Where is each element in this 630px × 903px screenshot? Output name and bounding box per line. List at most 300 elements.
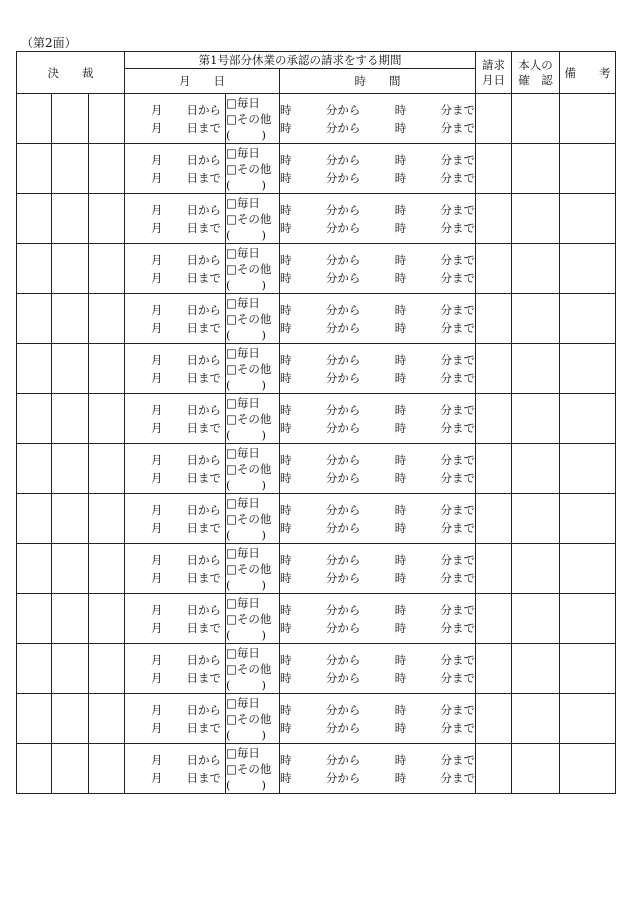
decision-cell-1[interactable] — [17, 244, 52, 294]
decision-cell-3[interactable] — [89, 644, 125, 694]
every-day-checkbox[interactable]: □毎日 — [226, 195, 260, 210]
day-to-label: 日まで — [186, 670, 222, 685]
date-range-cell[interactable] — [125, 144, 226, 194]
min-to-label: 分まで — [440, 352, 476, 367]
time-range-cell[interactable] — [280, 544, 476, 594]
month-label: 月 — [151, 520, 163, 535]
decision-cell-3[interactable] — [89, 444, 125, 494]
month-day-header: 月 日 — [125, 69, 280, 94]
request-date-cell[interactable] — [476, 344, 512, 394]
request-date-cell[interactable] — [476, 694, 512, 744]
month-label: 月 — [151, 670, 163, 685]
time-range-cell[interactable] — [280, 144, 476, 194]
hour-label: 時 — [280, 620, 292, 635]
hour-label: 時 — [280, 302, 292, 317]
min-to-label: 分まで — [440, 120, 476, 135]
decision-cell-1[interactable] — [17, 594, 52, 644]
every-day-checkbox[interactable]: □毎日 — [226, 595, 260, 610]
decision-header: 決 裁 — [17, 52, 125, 94]
date-range-cell[interactable] — [125, 444, 226, 494]
every-day-checkbox[interactable]: □毎日 — [226, 345, 260, 360]
day-to-label: 日まで — [186, 570, 222, 585]
hour-label: 時 — [394, 252, 407, 267]
decision-cell-3[interactable] — [89, 744, 125, 794]
min-to-label: 分まで — [440, 252, 476, 267]
paren-open: ( — [226, 127, 231, 142]
request-date-cell[interactable] — [476, 544, 512, 594]
hour-label: 時 — [394, 220, 407, 235]
month-label: 月 — [151, 352, 163, 367]
paren-open: ( — [226, 427, 231, 442]
every-day-checkbox[interactable]: □毎日 — [226, 395, 260, 410]
every-day-checkbox[interactable]: □毎日 — [226, 445, 260, 460]
hour-label: 時 — [280, 602, 292, 617]
hour-label: 時 — [280, 120, 292, 135]
days-cell — [226, 494, 280, 544]
other-checkbox[interactable]: □その他 — [226, 161, 272, 176]
time-header: 時 間 — [280, 69, 476, 94]
min-from-label: 分から — [325, 652, 361, 667]
decision-cell-2[interactable] — [52, 694, 89, 744]
days-cell — [226, 744, 280, 794]
every-day-checkbox[interactable]: □毎日 — [226, 745, 260, 760]
request-date-cell[interactable] — [476, 644, 512, 694]
confirm-cell[interactable] — [512, 244, 560, 294]
min-from-label: 分から — [325, 252, 361, 267]
decision-cell-2[interactable] — [52, 244, 89, 294]
time-range-cell[interactable] — [280, 444, 476, 494]
remarks-cell[interactable] — [560, 594, 616, 644]
month-label: 月 — [151, 620, 163, 635]
hour-label: 時 — [280, 370, 292, 385]
table-row — [17, 744, 616, 794]
day-to-label: 日まで — [186, 170, 222, 185]
confirm-cell[interactable] — [512, 494, 560, 544]
day-to-label: 日まで — [186, 620, 222, 635]
remarks-cell[interactable] — [560, 344, 616, 394]
every-day-checkbox[interactable]: □毎日 — [226, 545, 260, 560]
time-range-cell[interactable] — [280, 244, 476, 294]
decision-cell-1[interactable] — [17, 444, 52, 494]
decision-cell-3[interactable] — [89, 594, 125, 644]
min-to-label: 分まで — [440, 602, 476, 617]
day-from-label: 日から — [186, 502, 222, 517]
decision-cell-3[interactable] — [89, 144, 125, 194]
request-date-cell[interactable] — [476, 444, 512, 494]
hour-label: 時 — [280, 252, 292, 267]
remarks-cell[interactable] — [560, 694, 616, 744]
month-label: 月 — [151, 452, 163, 467]
date-range-cell[interactable] — [125, 694, 226, 744]
decision-cell-3[interactable] — [89, 494, 125, 544]
min-from-label: 分から — [325, 602, 361, 617]
day-to-label: 日まで — [186, 370, 222, 385]
day-to-label: 日まで — [186, 270, 222, 285]
paren-close: ) — [261, 227, 267, 242]
days-cell — [226, 244, 280, 294]
remarks-cell[interactable] — [560, 244, 616, 294]
day-from-label: 日から — [186, 552, 222, 567]
month-label: 月 — [151, 770, 163, 785]
other-checkbox[interactable]: □その他 — [226, 461, 272, 476]
confirm-line1: 本人の — [518, 57, 553, 72]
table-row — [17, 244, 616, 294]
request-date-cell[interactable] — [476, 494, 512, 544]
every-day-checkbox[interactable]: □毎日 — [226, 95, 260, 110]
date-range-cell[interactable] — [125, 644, 226, 694]
hour-label: 時 — [394, 420, 407, 435]
paren-close: ) — [261, 777, 267, 792]
hour-label: 時 — [394, 652, 407, 667]
min-to-label: 分まで — [440, 620, 476, 635]
request-date-cell[interactable] — [476, 194, 512, 244]
hour-label: 時 — [280, 752, 292, 767]
decision-cell-1[interactable] — [17, 744, 52, 794]
day-to-label: 日まで — [186, 520, 222, 535]
paren-close: ) — [261, 377, 267, 392]
other-checkbox[interactable]: □その他 — [226, 661, 272, 676]
min-from-label: 分から — [325, 720, 361, 735]
other-detail-field[interactable] — [226, 727, 266, 743]
hour-label: 時 — [280, 770, 292, 785]
other-detail-field[interactable] — [226, 377, 266, 393]
decision-cell-1[interactable] — [17, 144, 52, 194]
request-date-cell[interactable] — [476, 744, 512, 794]
page-label: （第2面） — [21, 36, 77, 50]
paren-open: ( — [226, 727, 231, 742]
remarks-cell[interactable] — [560, 294, 616, 344]
hour-label: 時 — [394, 770, 407, 785]
other-checkbox[interactable]: □その他 — [226, 111, 272, 126]
min-from-label: 分から — [325, 752, 361, 767]
date-range-cell[interactable] — [125, 294, 226, 344]
month-label: 月 — [151, 320, 163, 335]
hour-label: 時 — [394, 720, 407, 735]
remarks-cell[interactable] — [560, 194, 616, 244]
table-row — [17, 594, 616, 644]
month-label: 月 — [151, 402, 163, 417]
hour-label: 時 — [280, 420, 292, 435]
decision-cell-2[interactable] — [52, 344, 89, 394]
min-to-label: 分まで — [440, 202, 476, 217]
min-to-label: 分まで — [440, 752, 476, 767]
decision-cell-2[interactable] — [52, 644, 89, 694]
remarks-header: 備 考 — [560, 52, 616, 94]
confirm-cell[interactable] — [512, 694, 560, 744]
min-to-label: 分まで — [440, 470, 476, 485]
time-range-cell[interactable] — [280, 394, 476, 444]
request-date-cell[interactable] — [476, 144, 512, 194]
other-detail-field[interactable] — [226, 477, 266, 493]
other-checkbox[interactable]: □その他 — [226, 411, 272, 426]
min-from-label: 分から — [325, 220, 361, 235]
hour-label: 時 — [280, 670, 292, 685]
days-cell — [226, 194, 280, 244]
time-range-cell[interactable] — [280, 294, 476, 344]
confirm-cell[interactable] — [512, 444, 560, 494]
decision-cell-3[interactable] — [89, 544, 125, 594]
hour-label: 時 — [280, 552, 292, 567]
decision-cell-1[interactable] — [17, 544, 52, 594]
month-label: 月 — [151, 252, 163, 267]
other-checkbox[interactable]: □その他 — [226, 711, 272, 726]
decision-cell-3[interactable] — [89, 394, 125, 444]
confirm-cell[interactable] — [512, 294, 560, 344]
table-row — [17, 294, 616, 344]
confirm-cell[interactable] — [512, 544, 560, 594]
month-label: 月 — [151, 720, 163, 735]
decision-cell-2[interactable] — [52, 444, 89, 494]
day-from-label: 日から — [186, 452, 222, 467]
decision-cell-2[interactable] — [52, 744, 89, 794]
remarks-cell[interactable] — [560, 394, 616, 444]
day-from-label: 日から — [186, 202, 222, 217]
min-from-label: 分から — [325, 770, 361, 785]
month-label: 月 — [151, 420, 163, 435]
other-detail-field[interactable] — [226, 627, 266, 643]
min-from-label: 分から — [325, 502, 361, 517]
other-detail-field[interactable] — [226, 327, 266, 343]
request-date-cell[interactable] — [476, 394, 512, 444]
decision-cell-1[interactable] — [17, 344, 52, 394]
decision-cell-2[interactable] — [52, 144, 89, 194]
decision-cell-1[interactable] — [17, 394, 52, 444]
table-row — [17, 644, 616, 694]
min-from-label: 分から — [325, 270, 361, 285]
min-from-label: 分から — [325, 520, 361, 535]
confirm-cell[interactable] — [512, 744, 560, 794]
month-label: 月 — [151, 102, 163, 117]
decision-cell-3[interactable] — [89, 294, 125, 344]
min-from-label: 分から — [325, 552, 361, 567]
decision-cell-1[interactable] — [17, 94, 52, 144]
day-from-label: 日から — [186, 752, 222, 767]
time-range-cell[interactable] — [280, 694, 476, 744]
hour-label: 時 — [394, 370, 407, 385]
confirm-cell[interactable] — [512, 194, 560, 244]
hour-label: 時 — [280, 220, 292, 235]
confirm-cell[interactable] — [512, 394, 560, 444]
table-row — [17, 144, 616, 194]
remarks-cell[interactable] — [560, 144, 616, 194]
remarks-cell[interactable] — [560, 444, 616, 494]
hour-label: 時 — [280, 452, 292, 467]
request-date-cell[interactable] — [476, 594, 512, 644]
days-cell — [226, 694, 280, 744]
date-range-cell[interactable] — [125, 344, 226, 394]
decision-cell-2[interactable] — [52, 394, 89, 444]
request-date-line2: 月日 — [482, 72, 506, 87]
date-range-cell[interactable] — [125, 594, 226, 644]
min-to-label: 分まで — [440, 402, 476, 417]
partial-leave-table — [16, 51, 616, 794]
hour-label: 時 — [280, 352, 292, 367]
month-label: 月 — [151, 570, 163, 585]
confirm-cell[interactable] — [512, 644, 560, 694]
min-to-label: 分まで — [440, 102, 476, 117]
hour-label: 時 — [280, 502, 292, 517]
min-to-label: 分まで — [440, 670, 476, 685]
request-date-line1: 請求 — [482, 57, 506, 72]
min-from-label: 分から — [325, 202, 361, 217]
time-range-cell[interactable] — [280, 194, 476, 244]
days-cell — [226, 394, 280, 444]
other-checkbox[interactable]: □その他 — [226, 511, 272, 526]
days-cell — [226, 344, 280, 394]
remarks-cell[interactable] — [560, 544, 616, 594]
other-detail-field[interactable] — [226, 427, 266, 443]
hour-label: 時 — [280, 320, 292, 335]
time-range-cell[interactable] — [280, 94, 476, 144]
decision-cell-3[interactable] — [89, 194, 125, 244]
min-to-label: 分まで — [440, 452, 476, 467]
decision-cell-3[interactable] — [89, 344, 125, 394]
month-label: 月 — [151, 202, 163, 217]
hour-label: 時 — [394, 470, 407, 485]
paren-open: ( — [226, 677, 231, 692]
every-day-checkbox[interactable]: □毎日 — [226, 145, 260, 160]
days-cell — [226, 294, 280, 344]
hour-label: 時 — [394, 752, 407, 767]
paren-open: ( — [226, 477, 231, 492]
date-range-cell[interactable] — [125, 194, 226, 244]
paren-close: ) — [261, 177, 267, 192]
day-to-label: 日まで — [186, 770, 222, 785]
other-detail-field[interactable] — [226, 127, 266, 143]
confirm-cell[interactable] — [512, 594, 560, 644]
hour-label: 時 — [394, 452, 407, 467]
remarks-cell[interactable] — [560, 494, 616, 544]
other-detail-field[interactable] — [226, 677, 266, 693]
decision-cell-3[interactable] — [89, 244, 125, 294]
every-day-checkbox[interactable]: □毎日 — [226, 245, 260, 260]
request-date-cell[interactable] — [476, 94, 512, 144]
confirm-header — [512, 52, 560, 94]
other-detail-field[interactable] — [226, 177, 266, 193]
min-from-label: 分から — [325, 670, 361, 685]
hour-label: 時 — [280, 102, 292, 117]
every-day-checkbox[interactable]: □毎日 — [226, 645, 260, 660]
decision-cell-2[interactable] — [52, 544, 89, 594]
time-range-cell[interactable] — [280, 644, 476, 694]
date-range-cell[interactable] — [125, 394, 226, 444]
decision-cell-2[interactable] — [52, 494, 89, 544]
date-range-cell[interactable] — [125, 94, 226, 144]
paren-open: ( — [226, 177, 231, 192]
min-to-label: 分まで — [440, 220, 476, 235]
month-label: 月 — [151, 120, 163, 135]
hour-label: 時 — [394, 102, 407, 117]
month-label: 月 — [151, 652, 163, 667]
hour-label: 時 — [394, 620, 407, 635]
day-to-label: 日まで — [186, 470, 222, 485]
other-checkbox[interactable]: □その他 — [226, 561, 272, 576]
confirm-cell[interactable] — [512, 94, 560, 144]
date-range-cell[interactable] — [125, 244, 226, 294]
day-from-label: 日から — [186, 302, 222, 317]
month-label: 月 — [151, 370, 163, 385]
every-day-checkbox[interactable]: □毎日 — [226, 495, 260, 510]
hour-label: 時 — [394, 552, 407, 567]
date-range-cell[interactable] — [125, 494, 226, 544]
month-label: 月 — [151, 752, 163, 767]
days-cell — [226, 544, 280, 594]
month-label: 月 — [151, 502, 163, 517]
decision-cell-3[interactable] — [89, 694, 125, 744]
decision-cell-1[interactable] — [17, 644, 52, 694]
request-date-cell[interactable] — [476, 294, 512, 344]
other-detail-field[interactable] — [226, 777, 266, 793]
decision-cell-1[interactable] — [17, 694, 52, 744]
decision-cell-2[interactable] — [52, 594, 89, 644]
other-checkbox[interactable]: □その他 — [226, 211, 272, 226]
hour-label: 時 — [394, 202, 407, 217]
table-row — [17, 444, 616, 494]
month-label: 月 — [151, 302, 163, 317]
time-range-cell[interactable] — [280, 744, 476, 794]
time-range-cell[interactable] — [280, 344, 476, 394]
other-detail-field[interactable] — [226, 577, 266, 593]
other-checkbox[interactable]: □その他 — [226, 361, 272, 376]
decision-cell-1[interactable] — [17, 494, 52, 544]
decision-cell-2[interactable] — [52, 94, 89, 144]
min-from-label: 分から — [325, 102, 361, 117]
month-label: 月 — [151, 270, 163, 285]
hour-label: 時 — [280, 652, 292, 667]
table-row — [17, 494, 616, 544]
decision-cell-2[interactable] — [52, 294, 89, 344]
confirm-cell[interactable] — [512, 144, 560, 194]
other-checkbox[interactable]: □その他 — [226, 261, 272, 276]
paren-open: ( — [226, 577, 231, 592]
other-detail-field[interactable] — [226, 227, 266, 243]
confirm-cell[interactable] — [512, 344, 560, 394]
date-range-cell[interactable] — [125, 544, 226, 594]
min-to-label: 分まで — [440, 520, 476, 535]
hour-label: 時 — [280, 270, 292, 285]
request-date-cell[interactable] — [476, 244, 512, 294]
decision-cell-1[interactable] — [17, 194, 52, 244]
remarks-cell[interactable] — [560, 744, 616, 794]
other-detail-field[interactable] — [226, 277, 266, 293]
other-checkbox[interactable]: □その他 — [226, 761, 272, 776]
hour-label: 時 — [394, 502, 407, 517]
date-range-cell[interactable] — [125, 744, 226, 794]
min-to-label: 分まで — [440, 302, 476, 317]
min-from-label: 分から — [325, 302, 361, 317]
month-label: 月 — [151, 552, 163, 567]
time-range-cell[interactable] — [280, 494, 476, 544]
day-from-label: 日から — [186, 252, 222, 267]
min-to-label: 分まで — [440, 270, 476, 285]
remarks-cell[interactable] — [560, 644, 616, 694]
min-to-label: 分まで — [440, 370, 476, 385]
min-from-label: 分から — [325, 352, 361, 367]
remarks-cell[interactable] — [560, 94, 616, 144]
decision-cell-1[interactable] — [17, 294, 52, 344]
other-detail-field[interactable] — [226, 527, 266, 543]
every-day-checkbox[interactable]: □毎日 — [226, 295, 260, 310]
paren-close: ) — [261, 677, 267, 692]
other-checkbox[interactable]: □その他 — [226, 611, 272, 626]
other-checkbox[interactable]: □その他 — [226, 311, 272, 326]
decision-cell-3[interactable] — [89, 94, 125, 144]
time-range-cell[interactable] — [280, 594, 476, 644]
decision-cell-2[interactable] — [52, 194, 89, 244]
month-label: 月 — [151, 220, 163, 235]
hour-label: 時 — [394, 120, 407, 135]
every-day-checkbox[interactable]: □毎日 — [226, 695, 260, 710]
